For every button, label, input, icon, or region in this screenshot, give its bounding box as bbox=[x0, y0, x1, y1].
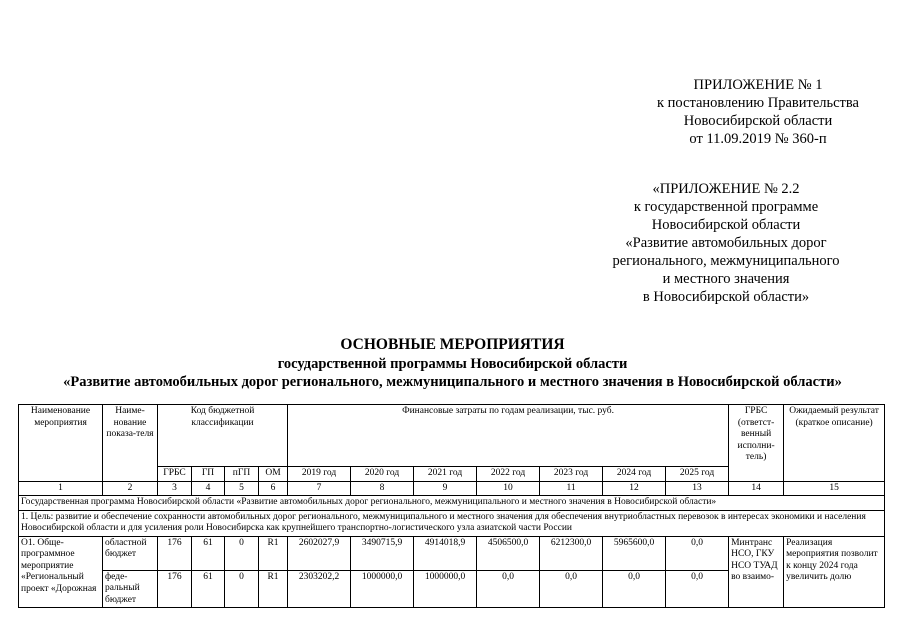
appendix-2-line: и местного значения bbox=[662, 271, 790, 287]
grbs-cell: Минтранс НСО, ГКУ НСО ТУАД во взаимо- bbox=[729, 536, 784, 608]
goal-row bbox=[19, 510, 885, 536]
value-cell: 0,0 bbox=[477, 570, 540, 608]
header-sub-grbs: ГРБС bbox=[158, 467, 192, 482]
code-cell: 176 bbox=[158, 536, 192, 570]
table-row bbox=[19, 536, 885, 570]
value-cell: 0,0 bbox=[603, 570, 666, 608]
appendix-2-line: «Развитие автомобильных дорог bbox=[625, 235, 827, 251]
code-cell: 61 bbox=[192, 570, 225, 608]
document-title bbox=[20, 335, 885, 391]
appendix-2-line: в Новосибирской области» bbox=[642, 289, 810, 305]
value-cell: 0,0 bbox=[666, 570, 729, 608]
code-cell: R1 bbox=[259, 570, 288, 608]
header-expected-result: Ожидаемый результат (краткое описание) bbox=[784, 405, 885, 482]
code-cell: 0 bbox=[225, 570, 259, 608]
header-sub-om: ОМ bbox=[259, 467, 288, 482]
title-line-1: ОСНОВНЫЕ МЕРОПРИЯТИЯ bbox=[340, 336, 565, 353]
appendix-2-line: регионального, межмуниципального bbox=[612, 253, 840, 269]
event-name-cell: О1. Обще-программное мероприятие «Региональный проект «Дорожная bbox=[19, 536, 103, 608]
header-year: 2023 год bbox=[540, 467, 603, 482]
program-row bbox=[19, 496, 885, 511]
value-cell: 0,0 bbox=[666, 536, 729, 570]
column-number: 11 bbox=[540, 481, 603, 496]
appendix-2-header bbox=[595, 180, 857, 306]
goal-text: 1. Цель: развитие и обеспечение сохранности автомобильных дорог регионального, межмуниципального и местного значения для обеспечения внутриобластных перевозок в интересах экономики и населения Новосибирской области и для усиления роли Новосибирска как крупнейшего транспортно-логистического узла азиатской части России bbox=[19, 510, 885, 536]
column-number: 10 bbox=[477, 481, 540, 496]
header-financial-costs: Финансовые затраты по годам реализации, тыс. руб. bbox=[288, 405, 729, 467]
column-number: 9 bbox=[414, 481, 477, 496]
appendix-2-line: Новосибирской области bbox=[651, 217, 801, 233]
column-number: 12 bbox=[603, 481, 666, 496]
appendix-1-line: от 11.09.2019 № 360-п bbox=[689, 131, 827, 147]
title-line-2: государственной программы Новосибирской области bbox=[277, 356, 628, 372]
indicator-cell: областной бюджет bbox=[103, 536, 158, 570]
header-year: 2022 год bbox=[477, 467, 540, 482]
appendix-1-line: Новосибирской области bbox=[683, 113, 833, 129]
header-budget-code: Код бюджетной классификации bbox=[158, 405, 288, 467]
value-cell: 3490715,9 bbox=[351, 536, 414, 570]
column-number: 5 bbox=[225, 481, 259, 496]
header-sub-gp: ГП bbox=[192, 467, 225, 482]
column-number-row bbox=[19, 481, 885, 496]
column-number: 13 bbox=[666, 481, 729, 496]
header-year: 2020 год bbox=[351, 467, 414, 482]
title-line-3: «Развитие автомобильных дорог регионального, межмуниципального и местного значения в Новосибирской области» bbox=[63, 374, 842, 390]
value-cell: 5965600,0 bbox=[603, 536, 666, 570]
column-number: 15 bbox=[784, 481, 885, 496]
program-name: Государственная программа Новосибирской области «Развитие автомобильных дорог регионального, межмуниципального и местного значения в Новосибирской области» bbox=[19, 496, 885, 511]
header-year: 2019 год bbox=[288, 467, 351, 482]
column-number: 1 bbox=[19, 481, 103, 496]
appendix-1-line: ПРИЛОЖЕНИЕ № 1 bbox=[693, 77, 823, 93]
column-number: 3 bbox=[158, 481, 192, 496]
header-year: 2024 год bbox=[603, 467, 666, 482]
header-event-name: Наименование мероприятия bbox=[19, 405, 103, 482]
main-events-table bbox=[18, 404, 885, 608]
column-number: 7 bbox=[288, 481, 351, 496]
appendix-1-header bbox=[640, 76, 876, 148]
column-number: 2 bbox=[103, 481, 158, 496]
code-cell: 0 bbox=[225, 536, 259, 570]
appendix-2-line: «ПРИЛОЖЕНИЕ № 2.2 bbox=[652, 181, 800, 197]
value-cell: 2602027,9 bbox=[288, 536, 351, 570]
value-cell: 1000000,0 bbox=[414, 570, 477, 608]
header-row bbox=[19, 405, 885, 467]
appendix-2-line: к государственной программе bbox=[633, 199, 819, 215]
expected-result-cell: Реализация мероприятия позволит к концу 2024 года увеличить долю bbox=[784, 536, 885, 608]
header-indicator-name: Наиме-нование показа-теля bbox=[103, 405, 158, 482]
appendix-1-line: к постановлению Правительства bbox=[657, 95, 859, 111]
header-sub-pgp: пГП bbox=[225, 467, 259, 482]
header-year: 2025 год bbox=[666, 467, 729, 482]
indicator-cell: феде-ральный бюджет bbox=[103, 570, 158, 608]
code-cell: 176 bbox=[158, 570, 192, 608]
code-cell: R1 bbox=[259, 536, 288, 570]
value-cell: 0,0 bbox=[540, 570, 603, 608]
value-cell: 4506500,0 bbox=[477, 536, 540, 570]
column-number: 6 bbox=[259, 481, 288, 496]
header-grbs: ГРБС (ответст-венный исполни-тель) bbox=[729, 405, 784, 482]
value-cell: 6212300,0 bbox=[540, 536, 603, 570]
column-number: 8 bbox=[351, 481, 414, 496]
value-cell: 1000000,0 bbox=[351, 570, 414, 608]
code-cell: 61 bbox=[192, 536, 225, 570]
header-year: 2021 год bbox=[414, 467, 477, 482]
value-cell: 2303202,2 bbox=[288, 570, 351, 608]
column-number: 4 bbox=[192, 481, 225, 496]
value-cell: 4914018,9 bbox=[414, 536, 477, 570]
column-number: 14 bbox=[729, 481, 784, 496]
